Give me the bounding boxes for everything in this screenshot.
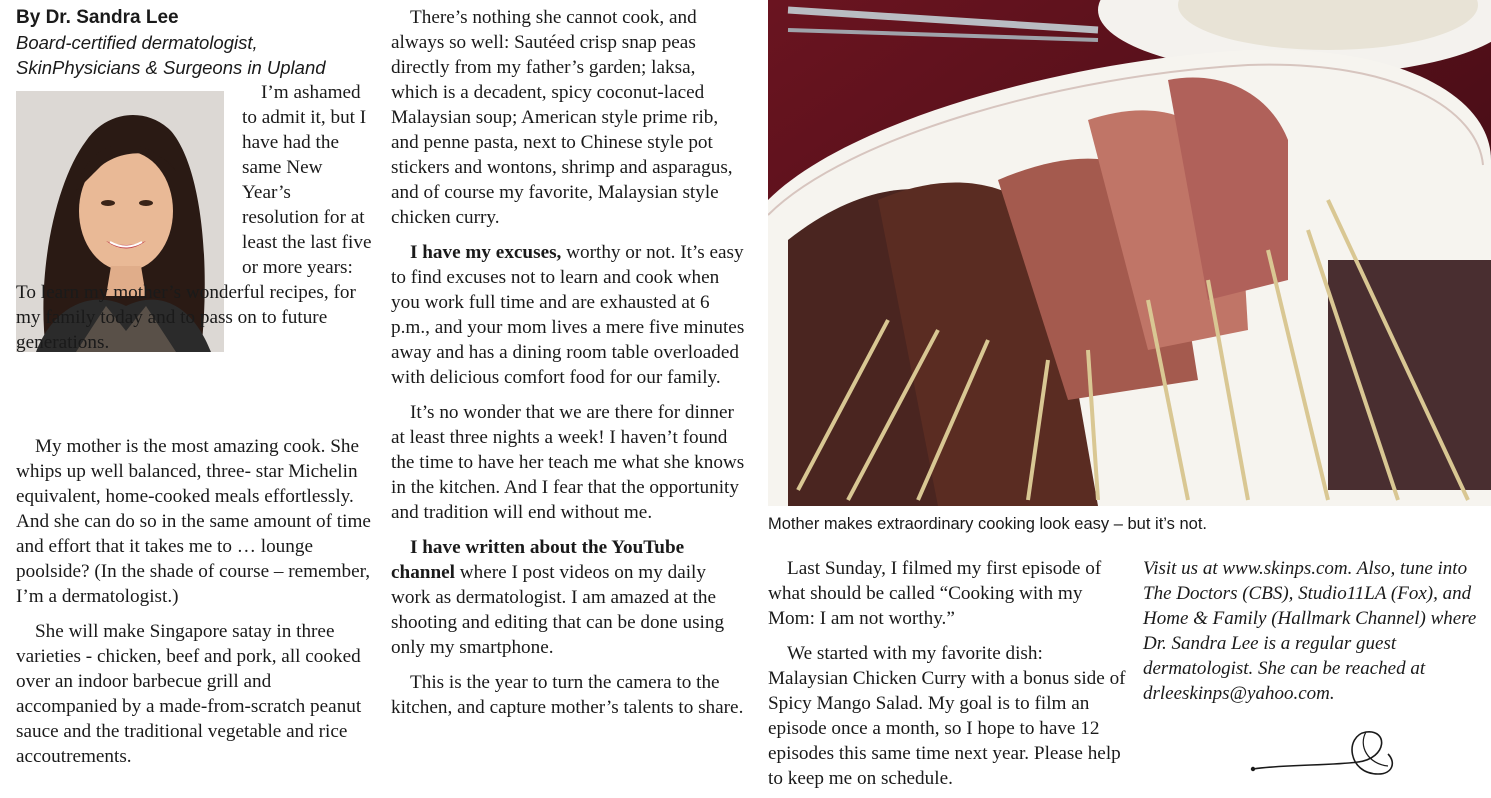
flourish-ornament [1248,724,1398,784]
credentials-line-1: Board-certified dermatologist, [16,32,258,53]
paragraph-mother: My mother is the most amazing cook. She whips up well balanced, three- star Michelin equivalent, home-cooked meals effortlessly. And she can do so in the same amount of time and effort that it takes me to … lounge poolside? (In the shade of course – remember, I’m a dermatologist.) [16,436,371,607]
column-3 [768,556,1126,791]
paragraph-camera: This is the year to turn the camera to the kitchen, and capture mother’s talents to share. [391,672,744,718]
satay-photo [768,0,1491,506]
paragraph-excuses [391,240,747,390]
column-1 [16,0,372,451]
youtube-lead: I have written about the YouTube channel [391,537,685,583]
excuses-body: worthy or not. It’s easy to find excuses not to learn and cook when you work full time and are exhausted at 6 p.m., and your mom lives a mere five minutes away and has a dining room table overloaded with delicious comfort food for our family. [391,242,745,388]
column-1-lower [16,434,372,769]
contact-note: Visit us at www.skinps.com. Also, tune into The Doctors (CBS), Studio11LA (Fox), and Home & Family (Hallmark Channel) where Dr. Sandra Lee is a regular guest dermatologist. She can be reached at drleeskinps@yahoo.com. [1143,558,1477,704]
photo-caption: Mother makes extraordinary cooking look easy – but it’s not. [768,515,1207,533]
byline: By Dr. Sandra Lee [16,7,179,28]
youtube-body: where I post videos on my daily work as dermatologist. I am amazed at the shooting and editing that can be done using only my smartphone. [391,562,725,658]
excuses-lead: I have my excuses, [410,242,562,263]
paragraph-cook: There’s nothing she cannot cook, and always so well: Sautéed crisp snap peas directly from my father’s garden; laksa, which is a decadent, spicy coconut-laced Malaysian soup; American style prime rib, and penne pasta, next to Chinese style pot stickers and wontons, shrimp and asparagus, and of course my favorite, Malaysian style chicken curry. [391,7,733,228]
paragraph-satay: She will make Singapore satay in three varieties - chicken, beef and pork, all cooked over an indoor barbecue grill and accompanied by a made-from-scratch peanut sauce and the traditional vegetable and rice accoutrements. [16,621,362,767]
column-4 [1143,556,1483,706]
paragraph-started: We started with my favorite dish: Malaysian Chicken Curry with a bonus side of Spicy Mango Salad. My goal is to film an episode once a month, so I hope to have 12 episodes this same time next year. Please help to keep me on schedule. [768,643,1126,789]
paragraph-wonder: It’s no wonder that we are there for dinner at least three nights a week! I haven’t found the time to have her teach me what she knows in the kitchen. And I fear that the opportunity and tradition will end without me. [391,402,745,523]
satay-photo-art [768,0,1491,506]
column-2 [391,5,747,720]
credentials-line-2: SkinPhysicians & Surgeons in Upland [16,57,326,78]
paragraph-sunday: Last Sunday, I filmed my first episode of what should be called “Cooking with my Mom: I am not worthy.” [768,558,1102,629]
intro-paragraph: I’m ashamed to admit it, but I have had the same New Year’s resolution for at least the last five or more years: To learn my mother’s wonderful recipes, for my family today and to pass on to future generations. [16,82,372,353]
paragraph-youtube [391,535,747,660]
